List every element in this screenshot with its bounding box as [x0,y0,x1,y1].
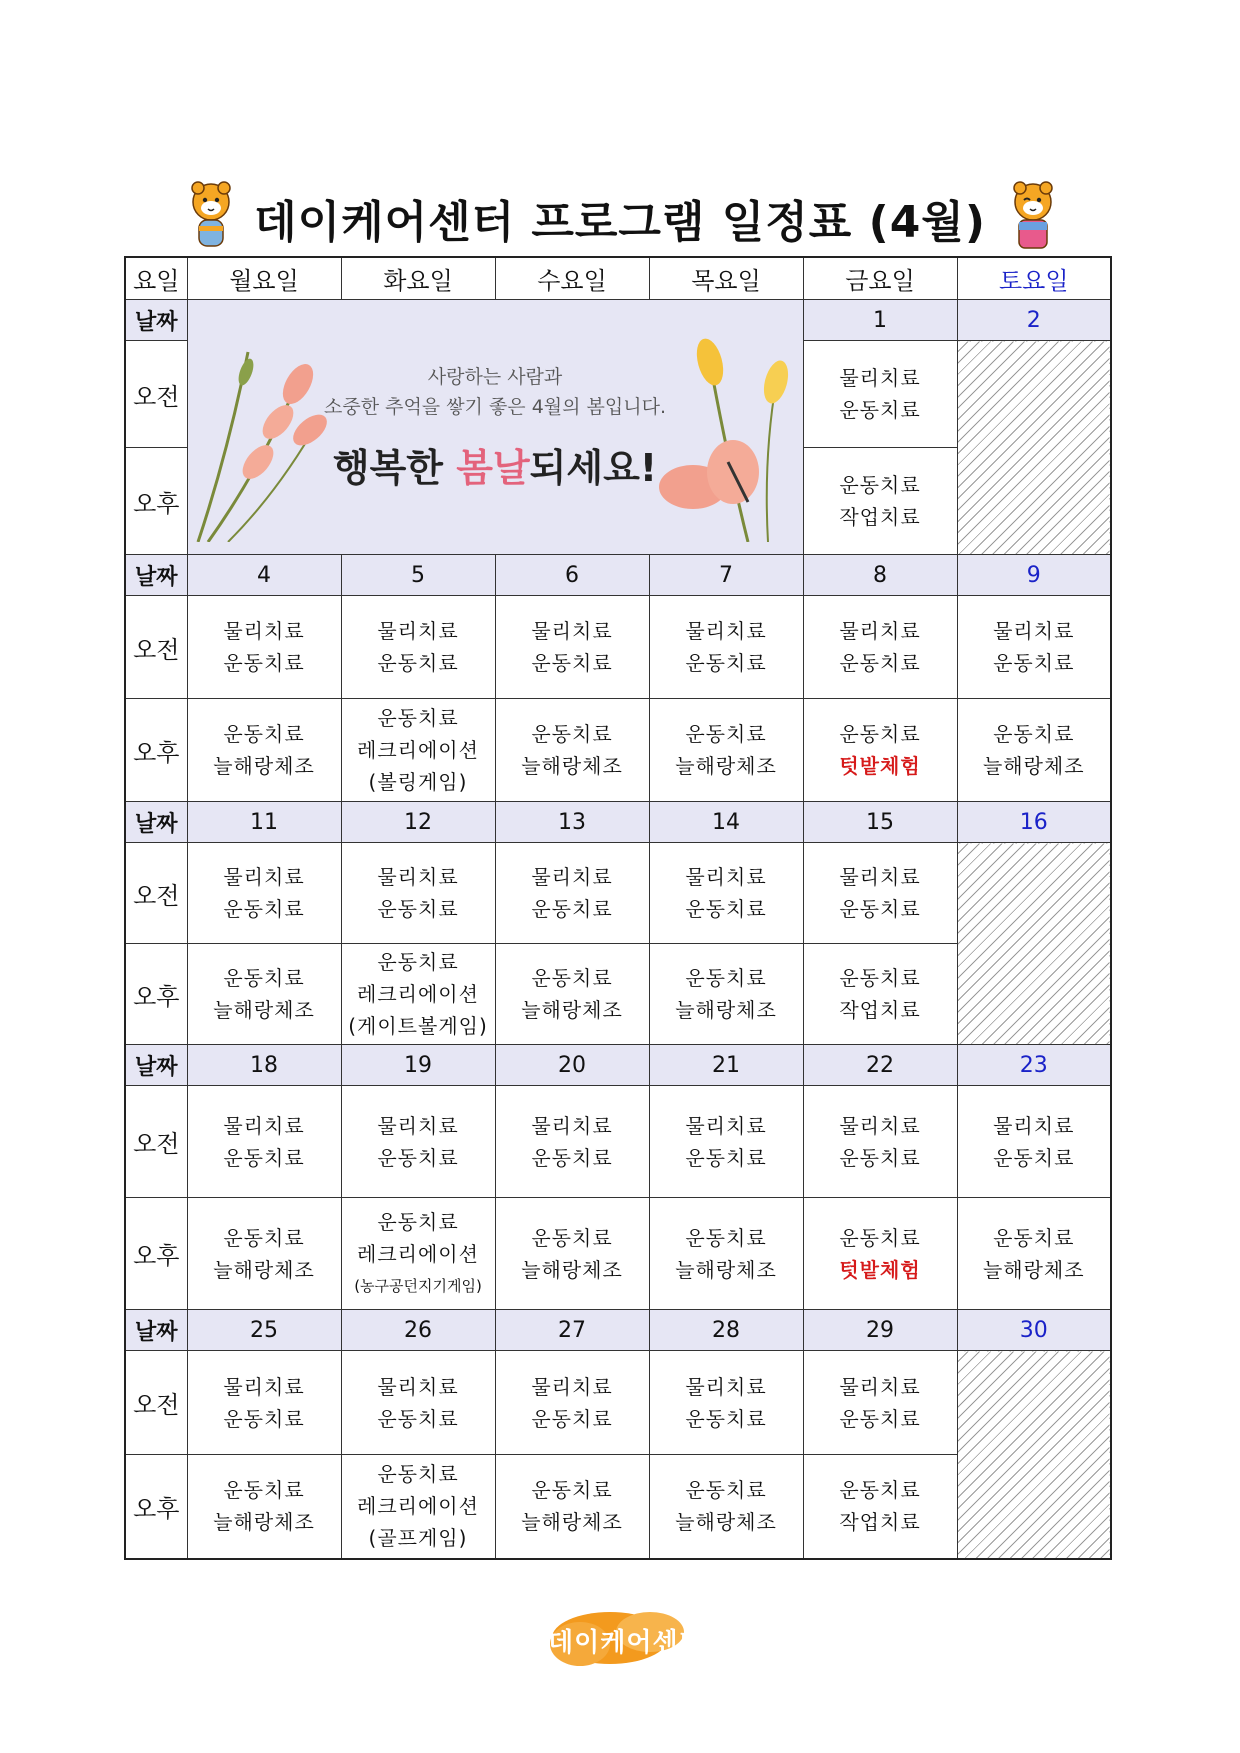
schedule-cell: 물리치료 운동치료 [803,596,957,699]
schedule-cell: 운동치료 텃밭체험 [803,1198,957,1310]
schedule-cell: 운동치료 늘해랑체조 [495,944,649,1045]
day-header-sat: 토요일 [957,257,1111,300]
closed-cell [957,341,1111,555]
schedule-cell: 운동치료 레크리에이션 (골프게임) [341,1455,495,1559]
am-row [125,1351,1111,1455]
schedule-cell: 운동치료 늘해랑체조 [187,944,341,1045]
banner-text-a: 행복한 [332,446,457,490]
date-cell: 25 [187,1310,341,1351]
schedule-cell: 운동치료 작업치료 [803,448,957,555]
schedule-cell: 운동치료 늘해랑체조 [957,699,1111,802]
schedule-cell: 물리치료 운동치료 [649,596,803,699]
schedule-cell: 운동치료 늘해랑체조 [957,1198,1111,1310]
schedule-cell: 운동치료 늘해랑체조 [495,699,649,802]
closed-cell [957,843,1111,1045]
title-bar [0,180,1240,254]
row-label-date: 날짜 [125,555,187,596]
day-header-thu: 목요일 [649,257,803,300]
banner-line-3 [188,437,803,492]
row-label-date: 날짜 [125,300,187,341]
row-label-date: 날짜 [125,1045,187,1086]
date-cell: 14 [649,802,803,843]
date-row [125,300,1111,341]
day-header-tue: 화요일 [341,257,495,300]
row-label-pm: 오후 [125,448,187,555]
date-cell: 5 [341,555,495,596]
day-header-wed: 수요일 [495,257,649,300]
row-label-am: 오전 [125,1086,187,1198]
date-cell: 6 [495,555,649,596]
schedule-cell: 물리치료 운동치료 [341,596,495,699]
schedule-cell: 운동치료 늘해랑체조 [495,1455,649,1559]
banner-text-b: 봄날 [456,446,530,490]
am-row [125,596,1111,699]
schedule-cell: 운동치료 늘해랑체조 [495,1198,649,1310]
tiger-mascot-icon [1008,180,1058,252]
date-cell-sat: 9 [957,555,1111,596]
row-label-date: 날짜 [125,1310,187,1351]
schedule-cell: 물리치료 운동치료 [649,1351,803,1455]
schedule-cell: 운동치료 텃밭체험 [803,699,957,802]
date-cell: 8 [803,555,957,596]
row-label-date: 날짜 [125,802,187,843]
schedule-cell: 물리치료 운동치료 [341,1351,495,1455]
schedule-cell: 물리치료 운동치료 [187,596,341,699]
date-row [125,1310,1111,1351]
date-cell: 7 [649,555,803,596]
date-cell-sat: 30 [957,1310,1111,1351]
date-cell: 18 [187,1045,341,1086]
schedule-cell: 운동치료 늘해랑체조 [187,1198,341,1310]
date-row [125,1045,1111,1086]
schedule-cell: 운동치료 늘해랑체조 [187,699,341,802]
row-label-pm: 오후 [125,944,187,1045]
highlight-activity: 텃밭체험 [839,754,921,778]
pm-row [125,699,1111,802]
date-cell: 28 [649,1310,803,1351]
pm-row [125,1198,1111,1310]
row-label-am: 오전 [125,596,187,699]
schedule-cell: 운동치료 작업치료 [803,1455,957,1559]
row-label-am: 오전 [125,341,187,448]
spring-banner [187,300,803,555]
row-label-pm: 오후 [125,1198,187,1310]
schedule-cell: 물리치료 운동치료 [341,843,495,944]
schedule-cell: 물리치료 운동치료 [495,1086,649,1198]
date-cell-sat: 2 [957,300,1111,341]
row-label-pm: 오후 [125,1455,187,1559]
date-cell: 11 [187,802,341,843]
schedule-cell: 물리치료 운동치료 [495,1351,649,1455]
schedule-cell: 운동치료 레크리에이션 (볼링게임) [341,699,495,802]
date-cell: 1 [803,300,957,341]
banner-line-1: 사랑하는 사람과 [427,366,563,388]
schedule-cell: 운동치료 작업치료 [803,944,957,1045]
date-cell: 20 [495,1045,649,1086]
schedule-cell: 물리치료 운동치료 [187,1351,341,1455]
schedule-cell: 물리치료 운동치료 [803,341,957,448]
schedule-cell: 물리치료 운동치료 [803,1086,957,1198]
date-row [125,555,1111,596]
schedule-cell: 운동치료 늘해랑체조 [187,1455,341,1559]
schedule-cell: 물리치료 운동치료 [187,843,341,944]
day-header-fri: 금요일 [803,257,957,300]
date-row [125,802,1111,843]
schedule-cell: 물리치료 운동치료 [187,1086,341,1198]
schedule-cell: 물리치료 운동치료 [649,843,803,944]
schedule-cell: 물리치료 운동치료 [495,596,649,699]
header-row [125,257,1111,300]
row-label-am: 오전 [125,1351,187,1455]
schedule-cell: 물리치료 운동치료 [341,1086,495,1198]
date-cell: 21 [649,1045,803,1086]
schedule-table [124,256,1112,1560]
banner-line-2: 소중한 추억을 쌓기 좋은 4월의 봄입니다. [324,396,666,418]
schedule-cell: 운동치료 늘해랑체조 [649,1455,803,1559]
schedule-cell: 운동치료 늘해랑체조 [649,1198,803,1310]
date-cell: 4 [187,555,341,596]
date-cell: 12 [341,802,495,843]
date-cell: 13 [495,802,649,843]
date-cell: 29 [803,1310,957,1351]
schedule-cell: 물리치료 운동치료 [957,1086,1111,1198]
date-cell: 27 [495,1310,649,1351]
am-row [125,1086,1111,1198]
schedule-cell: 운동치료 레크리에이션 (농구공던지기게임) [341,1198,495,1310]
flower-illustration-icon [188,312,804,542]
schedule-cell: 물리치료 운동치료 [495,843,649,944]
banner-text-c: 되세요! [529,446,658,490]
schedule-cell: 물리치료 운동치료 [803,843,957,944]
col-label-day: 요일 [125,257,187,300]
row-label-pm: 오후 [125,699,187,802]
date-cell: 26 [341,1310,495,1351]
closed-cell [957,1351,1111,1559]
schedule-cell: 운동치료 늘해랑체조 [649,699,803,802]
day-header-mon: 월요일 [187,257,341,300]
schedule-cell: 물리치료 운동치료 [957,596,1111,699]
date-cell-sat: 23 [957,1045,1111,1086]
schedule-cell: 물리치료 운동치료 [649,1086,803,1198]
schedule-cell: 운동치료 늘해랑체조 [649,944,803,1045]
highlight-activity: 텃밭체험 [839,1257,921,1282]
schedule-cell: 운동치료 레크리에이션 (게이트볼게임) [341,944,495,1045]
schedule-cell: 물리치료 운동치료 [803,1351,957,1455]
page-title: 데이케어센터 프로그램 일정표 (4월) [254,197,986,248]
row-label-am: 오전 [125,843,187,944]
am-row [125,843,1111,944]
date-cell-sat: 16 [957,802,1111,843]
date-cell: 22 [803,1045,957,1086]
footer-logo-text: 데이케어센터 [548,1628,705,1658]
date-cell: 19 [341,1045,495,1086]
date-cell: 15 [803,802,957,843]
